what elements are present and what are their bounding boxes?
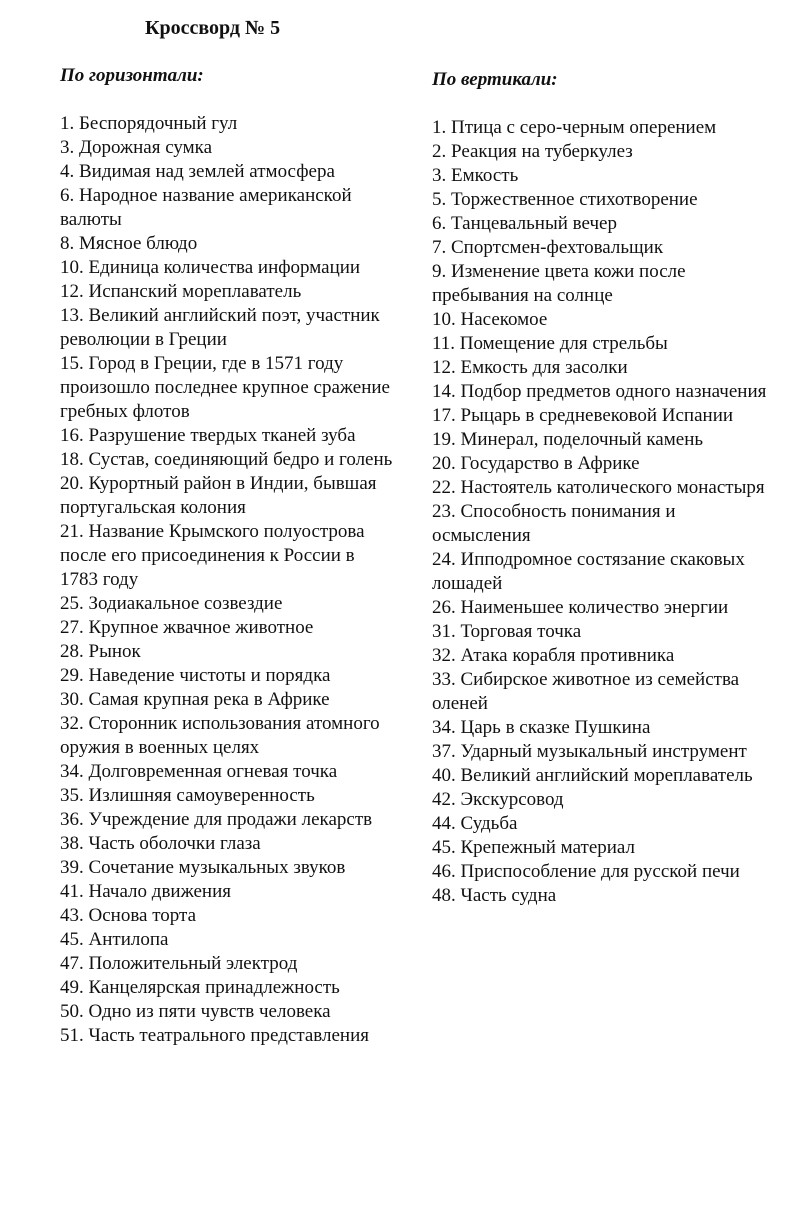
- down-clue: 10. Насекомое: [432, 309, 548, 330]
- across-clue: 20. Курортный район в Индии, бывшая португальская колония: [60, 473, 377, 518]
- across-clue: 43. Основа торта: [60, 905, 196, 926]
- across-clue: 16. Разрушение твердых тканей зуба: [60, 425, 356, 446]
- across-clue: 47. Положительный электрод: [60, 953, 298, 974]
- page-title: Кроссворд № 5: [145, 17, 281, 39]
- down-clue: 19. Минерал, поделочный камень: [432, 429, 704, 450]
- across-clue: 12. Испанский мореплаватель: [60, 281, 302, 302]
- down-clue: 48. Часть судна: [432, 885, 557, 906]
- across-clue: 27. Крупное жвачное животное: [60, 617, 314, 638]
- down-clue: 44. Судьба: [432, 813, 518, 834]
- down-clue: 45. Крепежный материал: [432, 837, 636, 858]
- down-clue: 26. Наименьшее количество энергии: [432, 597, 729, 618]
- across-clue: 21. Название Крымского полуострова после его присоединения к России в 1783 году: [60, 521, 365, 590]
- across-clue: 6. Народное название американской валюты: [60, 185, 352, 230]
- across-clue: 41. Начало движения: [60, 881, 231, 902]
- across-clue: 8. Мясное блюдо: [60, 233, 198, 254]
- across-clue: 13. Великий английский поэт, участник революции в Греции: [60, 305, 380, 350]
- across-clue: 15. Город в Греции, где в 1571 году произошло последнее крупное сражение гребных флотов: [60, 353, 390, 422]
- down-clue: 1. Птица с серо-черным оперением: [432, 117, 717, 138]
- down-clue: 11. Помещение для стрельбы: [432, 333, 668, 354]
- across-clue-list: [60, 112, 395, 1048]
- down-clue-list: [432, 116, 777, 908]
- down-clue: 46. Приспособление для русской печи: [432, 861, 740, 882]
- down-clue: 31. Торговая точка: [432, 621, 582, 642]
- down-heading: По вертикали:: [432, 69, 558, 90]
- across-clue: 18. Сустав, соединяющий бедро и голень: [60, 449, 393, 470]
- across-clue: 50. Одно из пяти чувств человека: [60, 1001, 331, 1022]
- across-clue: 4. Видимая над землей атмосфера: [60, 161, 335, 182]
- down-clue: 9. Изменение цвета кожи после пребывания на солнце: [432, 261, 686, 306]
- down-clue: 3. Емкость: [432, 165, 519, 186]
- across-clue: 35. Излишняя самоуверенность: [60, 785, 315, 806]
- across-clue: 30. Самая крупная река в Африке: [60, 689, 330, 710]
- down-clue: 32. Атака корабля противника: [432, 645, 675, 666]
- down-clue: 24. Ипподромное состязание скаковых лошадей: [432, 549, 745, 594]
- across-clue: 38. Часть оболочки глаза: [60, 833, 261, 854]
- across-clue: 49. Канцелярская принадлежность: [60, 977, 340, 998]
- across-clue: 36. Учреждение для продажи лекарств: [60, 809, 373, 830]
- down-clue: 33. Сибирское животное из семейства оленей: [432, 669, 740, 714]
- across-clue: 51. Часть театрального представления: [60, 1025, 369, 1046]
- across-clue: 3. Дорожная сумка: [60, 137, 213, 158]
- down-clue: 17. Рыцарь в средневековой Испании: [432, 405, 734, 426]
- down-clue: 22. Настоятель католического монастыря: [432, 477, 765, 498]
- across-heading: По горизонтали:: [60, 65, 204, 86]
- across-clue: 10. Единица количества информации: [60, 257, 361, 278]
- across-clue: 39. Сочетание музыкальных звуков: [60, 857, 346, 878]
- down-clue: 40. Великий английский мореплаватель: [432, 765, 753, 786]
- down-clue: 42. Экскурсовод: [432, 789, 564, 810]
- down-clue: 20. Государство в Африке: [432, 453, 640, 474]
- across-clue: 29. Наведение чистоты и порядка: [60, 665, 331, 686]
- down-clue: 37. Ударный музыкальный инструмент: [432, 741, 747, 762]
- down-clue: 14. Подбор предметов одного назначения: [432, 381, 767, 402]
- across-clue: 28. Рынок: [60, 641, 141, 662]
- down-clue: 12. Емкость для засолки: [432, 357, 628, 378]
- across-clue: 25. Зодиакальное созвездие: [60, 593, 283, 614]
- down-clue: 7. Спортсмен-фехтовальщик: [432, 237, 664, 258]
- across-clue: 1. Беспорядочный гул: [60, 113, 238, 134]
- down-clue: 23. Способность понимания и осмысления: [432, 501, 676, 546]
- down-clue: 34. Царь в сказке Пушкина: [432, 717, 651, 738]
- down-clue: 2. Реакция на туберкулез: [432, 141, 633, 162]
- across-clue: 34. Долговременная огневая точка: [60, 761, 338, 782]
- across-clue: 32. Сторонник использования атомного оружия в военных целях: [60, 713, 380, 758]
- across-clue: 45. Антилопа: [60, 929, 169, 950]
- down-clue: 6. Танцевальный вечер: [432, 213, 617, 234]
- down-clue: 5. Торжественное стихотворение: [432, 189, 698, 210]
